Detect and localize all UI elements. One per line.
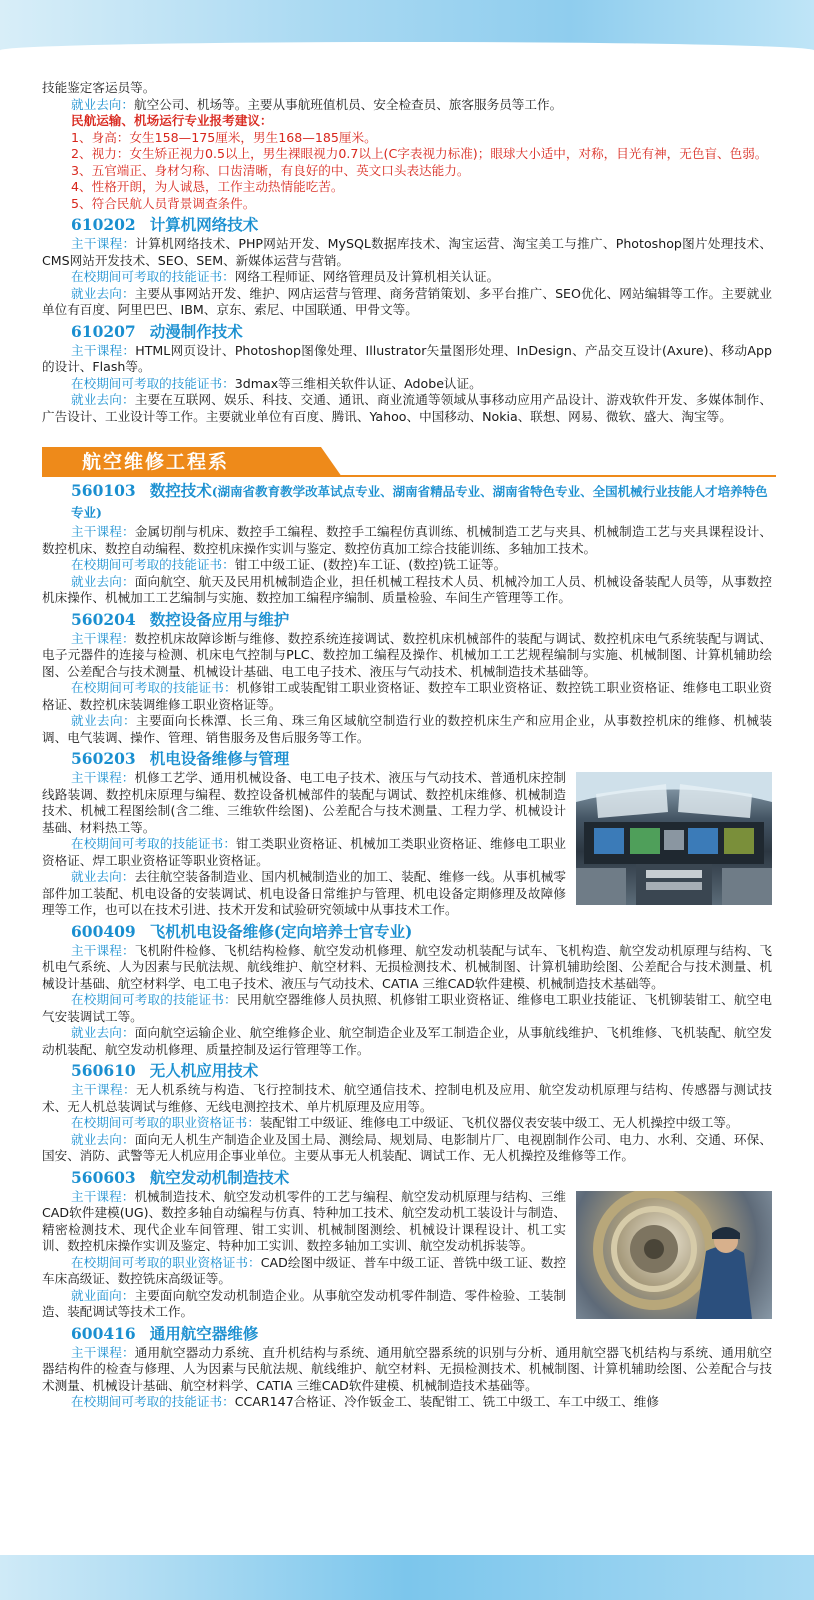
advice-item: 5、符合民航人员背景调查条件。: [71, 195, 256, 211]
jobs-label: 就业去向：: [71, 96, 134, 112]
major-heading: [71, 749, 772, 769]
major-courses: [42, 631, 772, 681]
major-courses: [42, 343, 772, 376]
courses-label: 主干课程：: [71, 342, 136, 358]
cockpit-illustration: [576, 772, 772, 905]
courses-text: 飞机附件检修、飞机结构检修、航空发动机修理、航空发动机装配与试车、飞机构造、航空发动机原理与结构、飞机电气系统、人为因素与民航法规、航线维护、航空材料、无损检测技术、机械制图、计算机辅助绘图、公差配合与技术测量、机械设计基础、航空材料学、电工电子技术、液压与气动技术、CATIA 三维CAD软件建模、机械制造技术基础等。: [42, 942, 773, 991]
cert-label: 在校期间可考取的技能证书：: [71, 375, 235, 391]
section-title: 航空维修工程系: [82, 451, 230, 473]
courses-label: 主干课程：: [71, 236, 136, 251]
major-heading: [71, 1324, 772, 1344]
major-code: 560204: [71, 609, 136, 629]
engine-photo: [576, 1191, 772, 1319]
courses-text: 无人机系统与构造、飞行控制技术、航空通信技术、控制电机及应用、航空发动机原理与结构、传感器与测试技术、无人机总装调试与维修、无线电测控技术、单片机原理及应用等。: [42, 1082, 773, 1114]
top-decorative-band: [0, 0, 814, 52]
major-heading: [71, 610, 772, 630]
major-jobs: [42, 1132, 772, 1165]
major-jobs: [42, 574, 772, 607]
major-name: 无人机应用技术: [149, 1061, 259, 1080]
bottom-decorative-band: [0, 1555, 814, 1600]
advice-item: 4、性格开朗，为人诚恳，工作主动热情能吃苦。: [71, 179, 344, 194]
major-code: 560203: [71, 749, 136, 768]
major-code: 560603: [71, 1167, 136, 1187]
courses-label: 主干课程：: [71, 770, 135, 785]
major-courses: [42, 1345, 772, 1395]
courses-label: 主干课程：: [71, 1082, 136, 1097]
courses-text: 金属切削与机床、数控手工编程、数控手工编程仿真训练、机械制造工艺与夹具、机械制造工艺与夹具课程设计、数控机床、数控自动编程、数控机床操作实训与鉴定、数控仿真加工综合技能训练、多轴加工技术。: [42, 524, 773, 556]
courses-label: 主干课程：: [71, 524, 135, 539]
major-name: 计算机网络技术: [149, 215, 259, 234]
major-code: 610207: [71, 321, 136, 341]
jobs-label: 就业去向：: [71, 1025, 135, 1040]
major-name: 数控设备应用与维护: [149, 609, 290, 629]
intro-text: 技能鉴定客运员等。: [42, 80, 156, 95]
cert-text: 钳工类职业资格证、机械加工类职业资格证、维修电工职业资格证、焊工职业资格证等职业资格证。: [42, 836, 567, 868]
jobs-label: 就业去向：: [71, 713, 136, 728]
cert-label: 在校期间可考取的技能证书：: [71, 269, 235, 284]
advice-item: 2、视力：女生矫正视力0.5以上，男生裸眼视力0.7以上(C字表视力标准)；眼球大小适中，对称，目光有神，无色盲、色弱。: [71, 146, 768, 161]
major-cert: [42, 376, 772, 393]
major-code: 600409: [71, 921, 136, 941]
jobs-label: 就业去向：: [71, 392, 135, 407]
jobs-text: 去往航空装备制造业、国内机械制造业的加工、装配、维修一线。从事机械零部件加工装配、机电设备的安装调试、机电设备日常维护与管理、机电设备定期修理及故障修理等工作，也可以在技术引进、技术开发和试验研究领域中从事技术工作。: [42, 869, 567, 917]
courses-text: 计算机网络技术、PHP网站开发、MySQL数据库技术、淘宝运营、淘宝美工与推广、Photoshop图片处理技术、CMS网站开发技术、SEO、SEM、新媒体运营与营销。: [42, 236, 773, 268]
jobs-label: 就业去向：: [71, 573, 135, 589]
major-jobs: [42, 1025, 772, 1058]
major-heading: [71, 922, 772, 942]
jobs-text: 面向无人机生产制造企业及国土局、测绘局、规划局、电影制片厂、电视剧制作公司、电力、水利、交通、环保、国安、消防、武警等无人机应用企事业单位。主要从事无人机装配、调试工作、无人机操控及维修等工作。: [42, 1131, 773, 1163]
major-code: 610202: [71, 215, 136, 234]
courses-text: 通用航空器动力系统、直升机结构与系统、通用航空器系统的识别与分析、通用航空器飞机结构与系统、通用航空器结构件的检查与修理、人为因素与民航法规、航线维护、航空材料、无损检测技术、机械制图、计算机辅助绘图、公差配合与技术测量、机械设计基础、航空材料学、CATIA 三维CAD软件建模、机械制造技术基础等。: [42, 1344, 773, 1393]
major-cert: [42, 1115, 772, 1132]
major-courses: [42, 524, 772, 557]
advice-title: 民航运输、机场运行专业报考建议：: [71, 113, 273, 128]
major-jobs: [42, 713, 772, 746]
cert-text: 机修钳工或装配钳工职业资格证、数控车工职业资格证、数控铣工职业资格证、维修电工职业资格证、数控机床装调维修工职业资格证等。: [42, 680, 773, 712]
major-jobs: [42, 392, 772, 425]
major-name: 数控技术: [149, 481, 212, 500]
jobs-label: 就业面向：: [71, 1287, 135, 1303]
major-courses: [42, 943, 772, 993]
major-name: 航空发动机制造技术: [149, 1167, 290, 1187]
courses-label: 主干课程：: [71, 630, 135, 646]
major-code: 560610: [71, 1061, 136, 1080]
cert-label: 在校期间可考取的技能证书：: [71, 680, 237, 695]
major-cert: [42, 680, 772, 713]
jobs-text: 主要面向长株潭、长三角、珠三角区域航空制造行业的数控机床生产和应用企业，从事数控机床的维修、机械装调、电气装调、操作、管理、销售服务及售后服务等工作。: [42, 713, 773, 745]
jobs-text: 主要面向航空发动机制造企业。从事航空发动机零件制造、零件检验、工装制造、装配调试等技术工作。: [42, 1287, 567, 1319]
cockpit-photo: [576, 772, 772, 905]
brochure-content: [42, 80, 772, 1411]
cert-text: 装配钳工中级证、维修电工中级证、飞机仪器仪表安装中级工、无人机操控中级工等。: [259, 1115, 739, 1130]
cert-label: 在校期间可考取的技能证书：: [71, 1394, 235, 1409]
major-name: 机电设备维修与管理: [149, 749, 290, 768]
advice-item: 3、五官端正、身材匀称、口齿清晰，有良好的中、英文口头表达能力。: [71, 162, 470, 178]
jobs-label: 就业去向：: [71, 285, 135, 301]
advice-item: 1、身高：女生158—175厘米，男生168—185厘米。: [71, 129, 377, 145]
cert-label: 在校期间可考取的职业资格证书：: [71, 1254, 261, 1270]
section-banner: [42, 447, 772, 477]
cert-label: 在校期间可考取的职业资格证书：: [71, 1115, 260, 1130]
major-heading: [71, 1061, 772, 1081]
jobs-label: 就业去向：: [71, 869, 135, 884]
jobs-text: 航空公司、机场等。主要从事航班值机员、安全检查员、旅客服务员等工作。: [133, 96, 563, 112]
cert-text: 民用航空器维修人员执照、机修钳工职业资格证、维修电工职业技能证、飞机铆装钳工、航空电气安装调试工等。: [42, 992, 773, 1024]
transport-jobs: [42, 97, 772, 114]
jobs-text: 面向航空运输企业、航空维修企业、航空制造企业及军工制造企业，从事航线维护、飞机维修、飞机装配、航空发动机装配、航空发动机修理、质量控制及运行管理等工作。: [42, 1025, 773, 1057]
major-heading: [71, 481, 772, 523]
major-courses: [42, 1082, 772, 1115]
courses-text: 机械制造技术、航空发动机零件的工艺与编程、航空发动机原理与结构、三维CAD软件建模(UG)、数控多轴自动编程与仿真、特种加工技术、航空发动机工装设计与制造、精密检测技术、现代企业车间管理、钳工实训、机械制图测绘、机械设计课程设计、机工实训、数控机床操作实训及鉴定、特种加工实训、数控多轴加工实训、航空发动机拆装等。: [42, 1188, 567, 1253]
courses-text: 机修工艺学、通用机械设备、电工电子技术、液压与气动技术、普通机床控制线路装调、数控机床原理与编程、数控设备机械部件的装配与调试、数控机床维修、机械制造技术、机械工程图绘制(含二维、三维软件绘图)、公差配合与技术测量、工程力学、机械设计基础、材料热工等。: [42, 770, 567, 835]
major-code: 560103: [71, 481, 136, 500]
major-name: 动漫制作技术: [149, 321, 243, 341]
cert-label: 在校期间可考取的技能证书：: [71, 992, 237, 1007]
jobs-text: 面向航空、航天及民用机械制造企业，担任机械工程技术人员、机械冷加工人员、机械设备装配人员等，从事数控机床操作、机械加工工艺编制与实施、数控加工编程序编制、质量检验、车间生产管理等工作。: [42, 573, 773, 605]
major-cert: [42, 992, 772, 1025]
cert-text: CAD绘图中级证、普车中级工证、普铣中级工证、数控车床高级证、数控铣床高级证等。: [42, 1254, 566, 1286]
cert-text: 钳工中级工证、(数控)车工证、(数控)铣工证等。: [234, 557, 507, 572]
courses-label: 主干课程：: [71, 1344, 135, 1360]
major-cert: [42, 1394, 772, 1411]
cert-label: 在校期间可考取的技能证书：: [71, 836, 237, 851]
major-heading: [71, 322, 772, 342]
jobs-text: 主要在互联网、娱乐、科技、交通、通讯、商业流通等领域从事移动应用产品设计、游戏软件开发、多媒体制作、广告设计、工业设计等工作。主要就业单位有百度、腾讯、Yahoo、中国移动、Nokia、联想、网易、微软、盛大、淘宝等。: [42, 392, 773, 424]
major-name: 飞机机电设备维修(定向培养士官专业): [149, 921, 413, 941]
major-code: 600416: [71, 1323, 136, 1343]
courses-text: 数控机床故障诊断与维修、数控系统连接调试、数控机床机械部件的装配与调试、数控机床电气系统装配与调试、电子元器件的连接与检测、机床电气控制与PLC、数控加工编程及操作、机械加工工艺规程编制与实施、机械制图、计算机辅助绘图、公差配合与技术测量、机械设计基础、电工电子技术、液压与气动技术、机械制造技术基础等。: [42, 630, 773, 679]
major-courses: [42, 236, 772, 269]
cert-text: CCAR147合格证、冷作钣金工、装配钳工、铣工中级工、车工中级工、维修: [234, 1394, 659, 1409]
major-jobs: [42, 286, 772, 319]
cert-label: 在校期间可考取的技能证书：: [71, 557, 235, 572]
major-name: 通用航空器维修: [149, 1323, 259, 1343]
major-heading: [71, 1168, 772, 1188]
major-note: (湖南省教育教学改革试点专业、湖南省精品专业、湖南省特色专业、全国机械行业技能人才培养特色专业): [71, 484, 768, 520]
courses-label: 主干课程：: [71, 1188, 135, 1204]
courses-text: HTML网页设计、Photoshop图像处理、Illustrator矢量图形处理、InDesign、产品交互设计(Axure)、移动App的设计、Flash等。: [42, 342, 772, 374]
section-banner-line: [322, 475, 776, 477]
major-cert: [42, 557, 772, 574]
cert-text: 3dmax等三维相关软件认证、Adobe认证。: [234, 375, 482, 391]
courses-label: 主干课程：: [71, 942, 135, 958]
engine-illustration: [576, 1191, 772, 1319]
jobs-label: 就业去向：: [71, 1131, 135, 1147]
cert-text: 网络工程师证、网络管理员及计算机相关认证。: [234, 269, 500, 284]
jobs-text: 主要从事网站开发、维护、网店运营与管理、商务营销策划、多平台推广、SEO优化、网站编辑等工作。主要就业单位有百度、阿里巴巴、IBM、京东、索尼、中国联通、甲骨文等。: [42, 285, 773, 317]
major-heading: [71, 215, 772, 235]
major-cert: [42, 269, 772, 286]
